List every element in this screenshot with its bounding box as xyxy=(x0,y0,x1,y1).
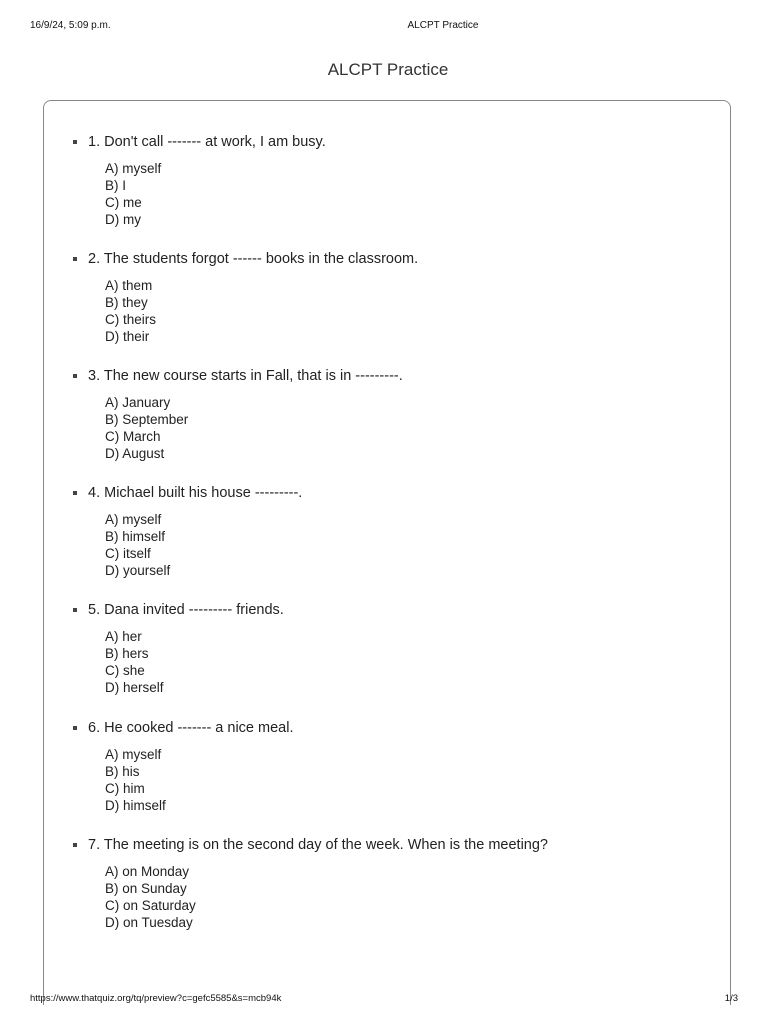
bullet-icon xyxy=(73,608,77,612)
bullet-icon xyxy=(73,374,77,378)
question-text xyxy=(73,719,293,737)
option-list xyxy=(105,863,548,931)
bullet-icon xyxy=(73,843,77,847)
question-prompt: 3. The new course starts in Fall, that is in ---------. xyxy=(88,368,403,384)
option-c: C) theirs xyxy=(105,312,157,327)
option-list xyxy=(105,511,302,579)
question-text xyxy=(73,484,302,502)
option-a: A) on Monday xyxy=(105,864,190,879)
print-header-title: ALCPT Practice xyxy=(407,20,479,31)
bullet-icon xyxy=(73,257,77,261)
question-prompt: 4. Michael built his house ---------. xyxy=(88,485,303,501)
question-4 xyxy=(73,484,302,579)
option-list xyxy=(105,628,284,696)
question-prompt: 6. He cooked ------- a nice meal. xyxy=(88,720,294,736)
option-a: A) them xyxy=(105,278,153,293)
question-3 xyxy=(73,367,403,462)
print-footer-url: https://www.thatquiz.org/tq/preview?c=gefc5585&s=mcb94k xyxy=(30,993,282,1004)
option-a: A) myself xyxy=(105,512,162,527)
question-text xyxy=(73,601,284,619)
question-prompt: 5. Dana invited --------- friends. xyxy=(88,602,284,618)
bullet-icon xyxy=(73,140,77,144)
option-c: C) him xyxy=(105,781,145,796)
option-b: B) September xyxy=(105,412,189,427)
option-list xyxy=(105,160,326,228)
page-title: ALCPT Practice xyxy=(327,60,449,79)
question-5 xyxy=(73,601,284,696)
option-d: D) August xyxy=(105,446,165,461)
option-list xyxy=(105,746,293,814)
option-list xyxy=(105,394,403,462)
question-text xyxy=(73,133,326,151)
option-list xyxy=(105,277,418,345)
option-d: D) himself xyxy=(105,798,166,813)
question-text xyxy=(73,367,403,385)
question-prompt: 2. The students forgot ------ books in the classroom. xyxy=(88,251,419,267)
print-date-time: 16/9/24, 5:09 p.m. xyxy=(30,20,111,31)
option-c: C) on Saturday xyxy=(105,898,196,913)
option-b: B) they xyxy=(105,295,148,310)
question-1 xyxy=(73,133,326,228)
option-a: A) her xyxy=(105,629,142,644)
option-d: D) my xyxy=(105,212,141,227)
print-footer-page-number: 1/3 xyxy=(724,993,738,1004)
option-b: B) on Sunday xyxy=(105,881,187,896)
option-c: C) me xyxy=(105,195,142,210)
option-a: A) myself xyxy=(105,161,162,176)
question-prompt: 1. Don't call ------- at work, I am busy. xyxy=(88,134,326,150)
question-text xyxy=(73,836,548,854)
question-6 xyxy=(73,719,293,814)
option-a: A) myself xyxy=(105,747,162,762)
option-d: D) yourself xyxy=(105,563,171,578)
bullet-icon xyxy=(73,491,77,495)
option-a: A) January xyxy=(105,395,171,410)
option-c: C) itself xyxy=(105,546,151,561)
option-b: B) himself xyxy=(105,529,166,544)
option-b: B) his xyxy=(105,764,140,779)
option-c: C) she xyxy=(105,663,145,678)
question-text xyxy=(73,250,418,268)
option-d: D) herself xyxy=(105,680,164,695)
question-2 xyxy=(73,250,418,345)
option-b: B) I xyxy=(105,178,127,193)
option-b: B) hers xyxy=(105,646,149,661)
option-c: C) March xyxy=(105,429,161,444)
question-7 xyxy=(73,836,548,931)
question-prompt: 7. The meeting is on the second day of the week. When is the meeting? xyxy=(88,837,548,853)
bullet-icon xyxy=(73,726,77,730)
option-d: D) on Tuesday xyxy=(105,915,193,930)
option-d: D) their xyxy=(105,329,150,344)
